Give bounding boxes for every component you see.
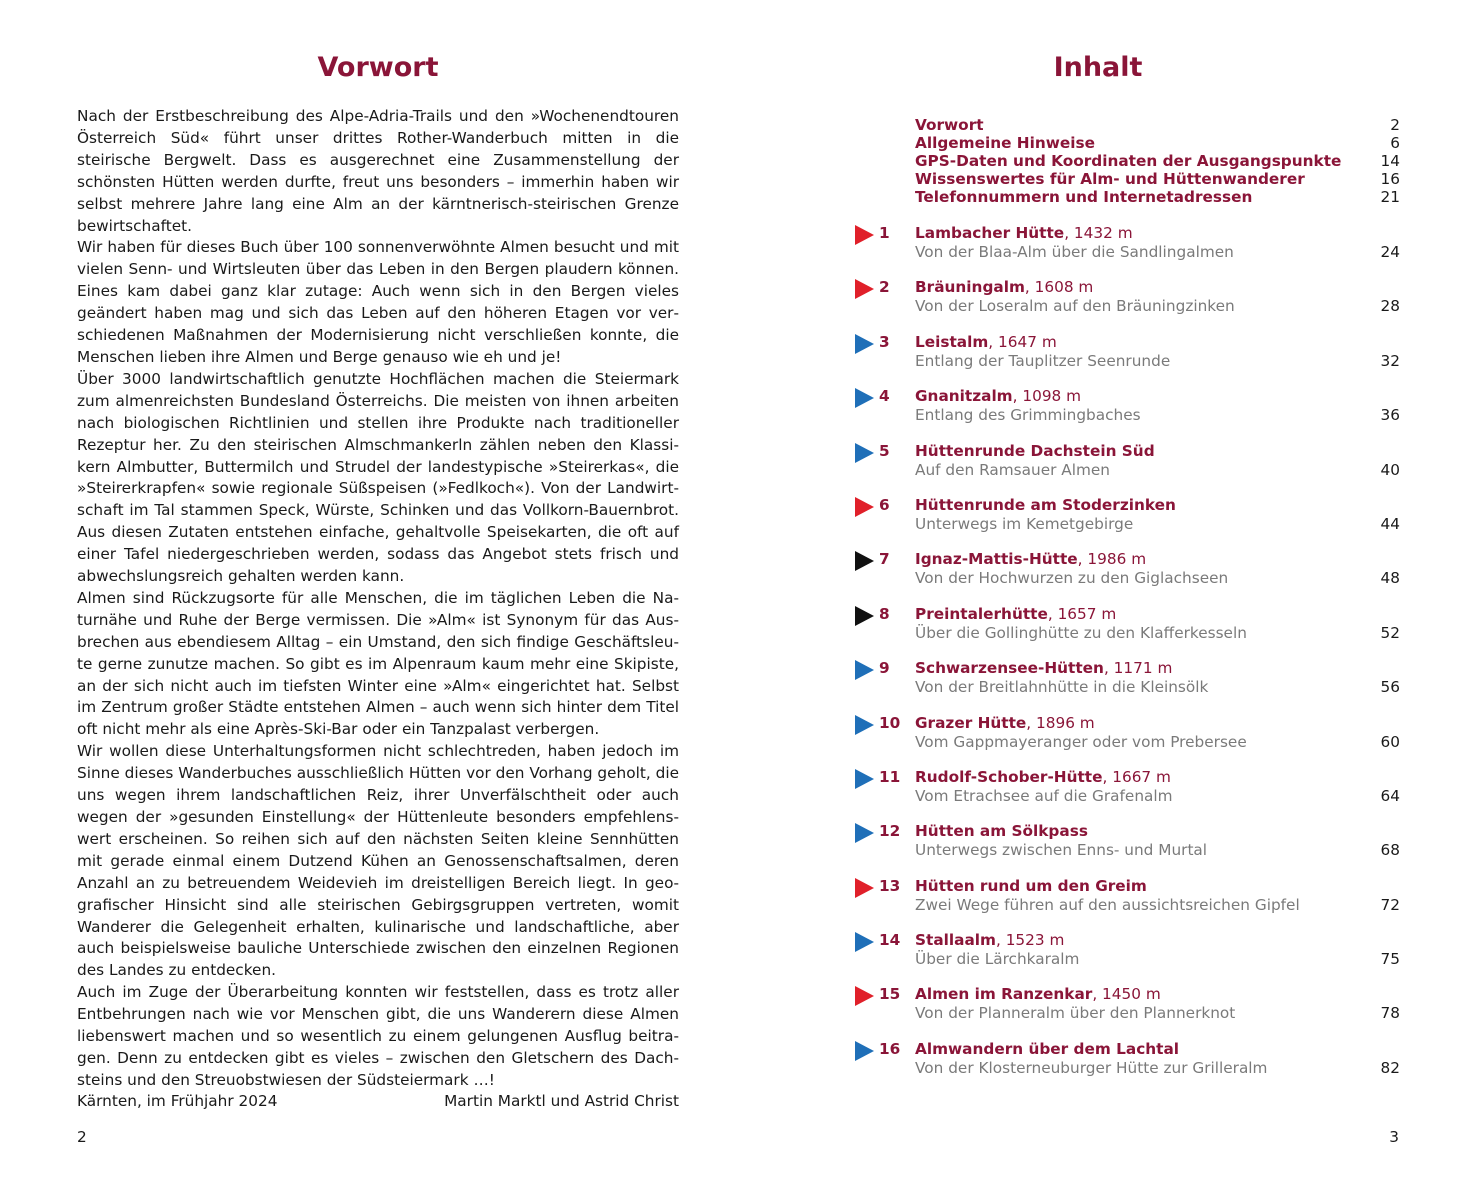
tour-title bbox=[915, 496, 1176, 514]
tour-title bbox=[915, 387, 1081, 405]
page-number-left: 2 bbox=[77, 1128, 87, 1146]
tour-name: Bräuningalm bbox=[915, 278, 1025, 297]
toc-entry[interactable] bbox=[915, 116, 1400, 134]
difficulty-triangle-icon bbox=[855, 878, 874, 898]
tour-entry-7[interactable] bbox=[855, 548, 1400, 602]
tour-entry-10[interactable] bbox=[855, 712, 1400, 766]
toc-entry[interactable] bbox=[915, 134, 1400, 152]
tour-number: 13 bbox=[879, 876, 901, 895]
tour-name: Hütten am Sölkpass bbox=[915, 822, 1088, 841]
tour-entry-5[interactable] bbox=[855, 440, 1400, 494]
tour-altitude: , 1986 m bbox=[1077, 550, 1147, 569]
tour-page-number: 32 bbox=[1380, 351, 1400, 370]
tour-page-number: 44 bbox=[1380, 514, 1400, 533]
inhalt-heading: Inhalt bbox=[1053, 52, 1143, 83]
tour-page-number: 64 bbox=[1380, 786, 1400, 805]
tour-title bbox=[915, 224, 1133, 242]
tour-name: Almwandern über dem Lachtal bbox=[915, 1039, 1180, 1058]
tour-entry-2[interactable] bbox=[855, 276, 1400, 330]
tour-entry-3[interactable] bbox=[855, 331, 1400, 385]
tour-number: 3 bbox=[879, 332, 890, 351]
tour-entry-12[interactable] bbox=[855, 820, 1400, 874]
tour-subtitle: Von der Blaa-Alm über die Sandlingalmen bbox=[915, 243, 1234, 261]
signature-line bbox=[77, 1092, 679, 1110]
difficulty-triangle-icon bbox=[855, 660, 874, 680]
difficulty-triangle-icon bbox=[855, 225, 874, 245]
tour-altitude: , 1667 m bbox=[1102, 767, 1171, 786]
page-number-right: 3 bbox=[1389, 1128, 1399, 1146]
tour-name: Hüttenrunde Dachstein Süd bbox=[915, 441, 1155, 460]
tour-page-number: 60 bbox=[1380, 732, 1400, 751]
tour-entry-9[interactable] bbox=[855, 657, 1400, 711]
difficulty-triangle-icon bbox=[855, 443, 874, 463]
tour-number: 10 bbox=[879, 713, 901, 732]
difficulty-triangle-icon bbox=[855, 715, 874, 735]
tour-number: 14 bbox=[879, 931, 901, 950]
tour-title bbox=[915, 931, 1064, 949]
right-page bbox=[738, 0, 1477, 1182]
tour-page-number: 52 bbox=[1380, 623, 1400, 642]
tour-entry-4[interactable] bbox=[855, 385, 1400, 439]
tour-name: Grazer Hütte bbox=[915, 713, 1027, 732]
tour-number: 6 bbox=[879, 495, 890, 514]
tour-altitude: , 1523 m bbox=[995, 931, 1065, 950]
tour-number: 4 bbox=[879, 387, 890, 406]
difficulty-triangle-icon bbox=[855, 932, 874, 952]
difficulty-triangle-icon bbox=[855, 823, 874, 843]
vorwort-paragraph: Auch im Zuge der Überarbeitung konnten wir feststellen, dass es trotz aller Entbehrungen nach wie vor Menschen gibt, die uns Wanderern diese Almen liebenswert machen und so wesentlich zu einem gelungenen Ausflug beitragen. Denn zu entdecken gibt es vieles – zwischen den Gletschern des Dachsteins und den Streuobstwiesen der Südsteiermark …! bbox=[77, 983, 679, 1089]
tour-altitude: , 1098 m bbox=[1012, 387, 1082, 406]
toc-entry-title: Telefonnummern und Internetadressen bbox=[915, 188, 1253, 206]
tour-page-number: 40 bbox=[1380, 460, 1400, 479]
tour-entry-16[interactable] bbox=[855, 1038, 1400, 1092]
tour-number: 16 bbox=[879, 1039, 901, 1058]
tour-subtitle: Auf den Ramsauer Almen bbox=[915, 460, 1110, 479]
tour-subtitle: Entlang der Tauplitzer Seenrunde bbox=[915, 351, 1171, 370]
tour-altitude: , 1647 m bbox=[988, 332, 1057, 351]
tour-entry-1[interactable] bbox=[855, 222, 1400, 276]
toc-entry-title: Allgemeine Hinweise bbox=[915, 134, 1095, 152]
toc-entry-title: Wissenswertes für Alm- und Hüttenwanderer bbox=[915, 170, 1305, 188]
tour-altitude: , 1608 m bbox=[1024, 278, 1094, 297]
tour-entry-8[interactable] bbox=[855, 603, 1400, 657]
authors: Martin Marktl und Astrid Christ bbox=[444, 1092, 679, 1110]
tour-subtitle: Entlang des Grimmingbaches bbox=[915, 406, 1141, 425]
vorwort-heading: Vorwort bbox=[317, 52, 439, 83]
tour-name: Lambacher Hütte bbox=[915, 224, 1065, 242]
tour-title bbox=[915, 714, 1095, 732]
tour-title bbox=[915, 278, 1093, 296]
toc-entry-page: 6 bbox=[1390, 134, 1400, 152]
vorwort-paragraph: Nach der Erstbeschreibung des Alpe-Adria-Trails und den »Wochenendtouren Österreich Süd« führt unser drittes Rother-Wanderbuch mitten in die steirische Bergwelt. Dass es ausgerechnet eine Zusammenstellung der schönsten Hütten werden durfte, freut uns besonders – immerhin haben wir selbst mehrere Jahre lang eine Alm an der kärntnerisch-steirischen Grenze bewirtschaftet. bbox=[77, 107, 679, 235]
tour-name: Ignaz-Mattis-Hütte bbox=[915, 550, 1078, 569]
tour-number: 2 bbox=[879, 278, 890, 297]
tour-number: 9 bbox=[879, 659, 890, 678]
tour-altitude: , 1657 m bbox=[1047, 604, 1117, 623]
difficulty-triangle-icon bbox=[855, 279, 874, 299]
tour-entry-13[interactable] bbox=[855, 875, 1400, 929]
difficulty-triangle-icon bbox=[855, 388, 874, 408]
vorwort-paragraph: Almen sind Rückzugsorte für alle Menschen, die im täglichen Leben die Naturnähe und Ruhe der Berge vermissen. Die »Alm« ist Synonym für das Ausbrechen aus ebendiesem Alltag – ein Umstand, den sich findige Geschäftsleute gerne zunutze machen. So gibt es im Alpenraum kaum mehr eine Skipiste, an der sich nicht auch im tiefsten Winter eine »Alm« eingerichtet hat. Selbst im Zentrum großer Städte entstehen Almen – auch wenn sich hinter dem Titel oft nicht mehr als eine Après-Ski-Bar oder ein Tanzpalast verbergen. bbox=[77, 588, 679, 739]
toc-entry-title: GPS-Daten und Koordinaten der Ausgangspunkte bbox=[915, 152, 1342, 170]
tour-entry-14[interactable] bbox=[855, 929, 1400, 983]
vorwort-paragraph: Wir haben für dieses Buch über 100 sonnenverwöhnte Almen besucht und mit vielen Senn- und Wirtsleuten über das Leben in den Bergen plaudern können. Eines kam dabei ganz klar zutage: Auch wenn sich in den Bergen vieles geändert haben mag und sich das Leben auf den höheren Etagen vor verschiedenen Maßnahmen der Modernisierung nicht verschließen konnte, die Menschen lieben ihre Almen und Berge genauso wie eh und je! bbox=[77, 238, 679, 366]
tour-page-number: 28 bbox=[1380, 297, 1400, 316]
tour-subtitle: Über die Gollinghütte zu den Klafferkesseln bbox=[915, 623, 1247, 642]
tour-page-number: 78 bbox=[1380, 1004, 1400, 1023]
tour-subtitle: Vom Etrachsee auf die Grafenalm bbox=[915, 786, 1173, 805]
front-matter-list bbox=[915, 116, 1400, 206]
tour-title bbox=[915, 333, 1057, 351]
difficulty-triangle-icon bbox=[855, 497, 874, 517]
tour-altitude: , 1171 m bbox=[1103, 659, 1173, 678]
tour-title bbox=[915, 442, 1155, 460]
vorwort-body bbox=[77, 106, 679, 1092]
tour-page-number: 48 bbox=[1380, 569, 1400, 588]
tour-number: 12 bbox=[879, 822, 901, 841]
tour-subtitle: Zwei Wege führen auf den aussichtsreichen Gipfel bbox=[915, 895, 1300, 914]
tour-title bbox=[915, 985, 1161, 1003]
tour-page-number: 36 bbox=[1380, 406, 1400, 425]
tour-name: Almen im Ranzenkar bbox=[915, 985, 1093, 1004]
tour-title bbox=[915, 550, 1146, 568]
tour-name: Schwarzensee-Hütten bbox=[915, 659, 1104, 678]
toc-entry-page: 21 bbox=[1380, 188, 1400, 206]
tour-list bbox=[855, 222, 1400, 1092]
tour-altitude: , 1896 m bbox=[1026, 713, 1095, 732]
difficulty-triangle-icon bbox=[855, 606, 874, 626]
tour-subtitle: Über die Lärchkaralm bbox=[915, 950, 1080, 969]
tour-title bbox=[915, 768, 1171, 786]
tour-number: 15 bbox=[879, 985, 901, 1004]
tour-number: 11 bbox=[879, 767, 901, 786]
toc-entry-page: 16 bbox=[1380, 170, 1400, 188]
tour-name: Gnanitzalm bbox=[915, 387, 1013, 406]
toc-entry-page: 14 bbox=[1380, 152, 1400, 170]
left-page bbox=[0, 0, 738, 1182]
tour-subtitle: Unterwegs zwischen Enns- und Murtal bbox=[915, 841, 1208, 860]
tour-title bbox=[915, 605, 1116, 623]
tour-page-number: 75 bbox=[1380, 950, 1400, 969]
vorwort-paragraph: Über 3000 landwirtschaftlich genutzte Hochflächen machen die Steiermark zum almenreichsten Bundesland Österreichs. Die meisten von ihnen arbeiten nach biologischen Richtlinien und stellen ihre Produkte nach traditioneller Rezeptur her. Zu den steirischen Almschmankerln zählen neben den Klassikern Almbutter, Buttermilch und Strudel der landestypische »Steirerkas«, die »Steirerkrapfen« sowie regionale Süßspeisen (»Fedlkoch«). Von der Landwirtschaft im Tal stammen Speck, Würste, Schinken und das Vollkorn-Bauernbrot. Aus diesen Zutaten entstehen einfache, gehaltvolle Speisekarten, die oft auf einer Tafel niedergeschrieben werden, sodass das Angebot stets frisch und abwechslungsreich gehalten werden kann. bbox=[77, 369, 679, 586]
tour-title bbox=[915, 659, 1172, 677]
tour-number: 8 bbox=[879, 604, 890, 623]
difficulty-triangle-icon bbox=[855, 1041, 874, 1061]
tour-number: 7 bbox=[879, 550, 890, 569]
tour-name: Hütten rund um den Greim bbox=[915, 876, 1147, 895]
tour-name: Hüttenrunde am Stoderzinken bbox=[915, 495, 1176, 514]
tour-subtitle: Von der Planneralm über den Plannerknot bbox=[915, 1004, 1236, 1023]
vorwort-paragraph: Wir wollen diese Unterhaltungsformen nicht schlechtreden, haben jedoch im Sinne dieses Wanderbuches ausschließlich Hütten vor den Vorhang geholt, die uns wegen ihrem landschaftlichen Reiz, ihrer Unverfälschtheit oder auch wegen der »gesunden Einstellung« der Hüttenleute besonders empfehlenswert erscheinen. So reihen sich auf den nächsten Seiten kleine Sennhütten mit gerade einmal einem Dutzend Kühen an Genossenschaftsalmen, deren Anzahl an zu betreuendem Weidevieh im dreistelligen Bereich liegt. In geografischer Hinsicht sind alle steirischen Gebirgsgruppen vertreten, womit Wanderer die Gelegenheit erhalten, kulinarische und landschaftliche, aber auch beispielsweise bauliche Unterschiede zwischen den einzelnen Regionen des Landes zu entdecken. bbox=[77, 742, 679, 980]
tour-name: Rudolf-Schober-Hütte bbox=[915, 767, 1103, 786]
tour-name: Preintalerhütte bbox=[915, 604, 1048, 623]
tour-subtitle: Von der Hochwurzen zu den Giglachseen bbox=[915, 569, 1229, 588]
toc-entry[interactable] bbox=[915, 188, 1400, 206]
tour-altitude: , 1450 m bbox=[1092, 985, 1161, 1004]
tour-page-number: 56 bbox=[1380, 678, 1400, 697]
tour-subtitle: Vom Gappmayeranger oder vom Prebersee bbox=[915, 732, 1247, 751]
tour-page-number: 24 bbox=[1380, 243, 1400, 261]
tour-subtitle: Von der Breitlahnhütte in die Kleinsölk bbox=[915, 678, 1209, 697]
tour-altitude: , 1432 m bbox=[1064, 224, 1133, 242]
toc-entry[interactable] bbox=[915, 152, 1400, 170]
toc-entry-page: 2 bbox=[1390, 116, 1400, 134]
toc-entry[interactable] bbox=[915, 170, 1400, 188]
tour-name: Stallaalm bbox=[915, 931, 996, 950]
tour-page-number: 72 bbox=[1380, 895, 1400, 914]
difficulty-triangle-icon bbox=[855, 334, 874, 354]
tour-subtitle: Unterwegs im Kemetgebirge bbox=[915, 514, 1134, 533]
tour-number: 5 bbox=[879, 441, 890, 460]
tour-title bbox=[915, 822, 1088, 840]
tour-number: 1 bbox=[879, 224, 890, 242]
tour-subtitle: Von der Loseralm auf den Bräuningzinken bbox=[915, 297, 1235, 316]
difficulty-triangle-icon bbox=[855, 551, 874, 571]
tour-page-number: 68 bbox=[1380, 841, 1400, 860]
difficulty-triangle-icon bbox=[855, 986, 874, 1006]
tour-entry-15[interactable] bbox=[855, 983, 1400, 1037]
tour-title bbox=[915, 1040, 1179, 1058]
place-date: Kärnten, im Frühjahr 2024 bbox=[77, 1092, 278, 1110]
difficulty-triangle-icon bbox=[855, 769, 874, 789]
tour-title bbox=[915, 877, 1147, 895]
tour-page-number: 82 bbox=[1380, 1058, 1400, 1077]
tour-entry-6[interactable] bbox=[855, 494, 1400, 548]
tour-subtitle: Von der Klosterneuburger Hütte zur Grilleralm bbox=[915, 1058, 1268, 1077]
tour-name: Leistalm bbox=[915, 332, 989, 351]
tour-entry-11[interactable] bbox=[855, 766, 1400, 820]
toc-entry-title: Vorwort bbox=[915, 116, 984, 134]
